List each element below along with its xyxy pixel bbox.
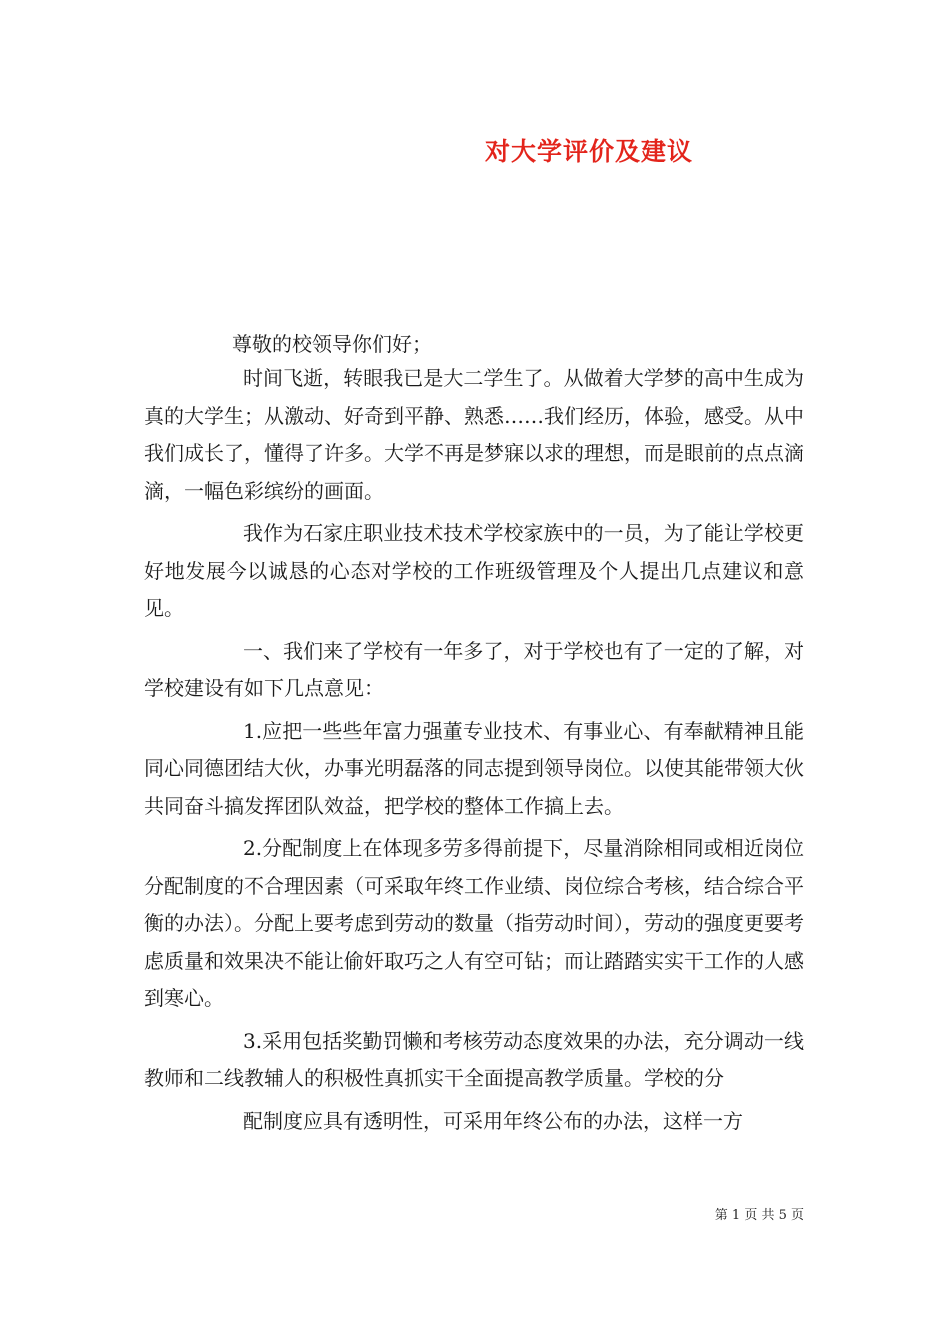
paragraph-point-1: 1.应把一些些年富力强董专业技术、有事业心、有奉献精神且能同心同德团结大伙，办事光明磊落的同志提到领导岗位。以使其能带领大伙共同奋斗搞发挥团队效益，把学校的整体工作搞上去。 — [144, 718, 804, 818]
greeting-line: 尊敬的校领导你们好； — [232, 332, 432, 356]
paragraph-purpose: 我作为石家庄职业技术技术学校家族中的一员，为了能让学校更好地发展今以诚恳的心态对学校的工作班级管理及个人提出几点建议和意见。 — [144, 521, 804, 620]
page-number-footer: 第 1 页 共 5 页 — [714, 1208, 804, 1223]
paragraph-point-3: 3.采用包括奖勤罚懒和考核劳动态度效果的办法，充分调动一线教师和二线教辅人的积极性真抓实干全面提高教学质量。学校的分 — [144, 1028, 804, 1090]
paragraph-intro: 时间飞逝，转眼我已是大二学生了。从做着大学梦的高中生成为真的大学生；从激动、好奇到平静、熟悉……我们经历，体验，感受。从中我们成长了，懂得了许多。大学不再是梦寐以求的理想，而是眼前的点点滴滴，一幅色彩缤纷的画面。 — [144, 366, 804, 503]
paragraph-continued: 配制度应具有透明性，可采用年终公布的办法，这样一方 — [243, 1108, 743, 1133]
document-body — [144, 360, 804, 1145]
paragraph-point-2: 2.分配制度上在体现多劳多得前提下，尽量消除相同或相近岗位分配制度的不合理因素（可采取年终工作业绩、岗位综合考核，结合综合平衡的办法）。分配上要考虑到劳动的数量（指劳动时间），劳动的强度更要考虑质量和效果决不能让偷奸取巧之人有空可钻；而让踏踏实实干工作的人感到寒心。 — [144, 836, 804, 1010]
paragraph-section-one: 一、我们来了学校有一年多了，对于学校也有了一定的了解，对学校建设有如下几点意见： — [144, 638, 804, 700]
document-title: 对大学评价及建议 — [484, 137, 693, 166]
